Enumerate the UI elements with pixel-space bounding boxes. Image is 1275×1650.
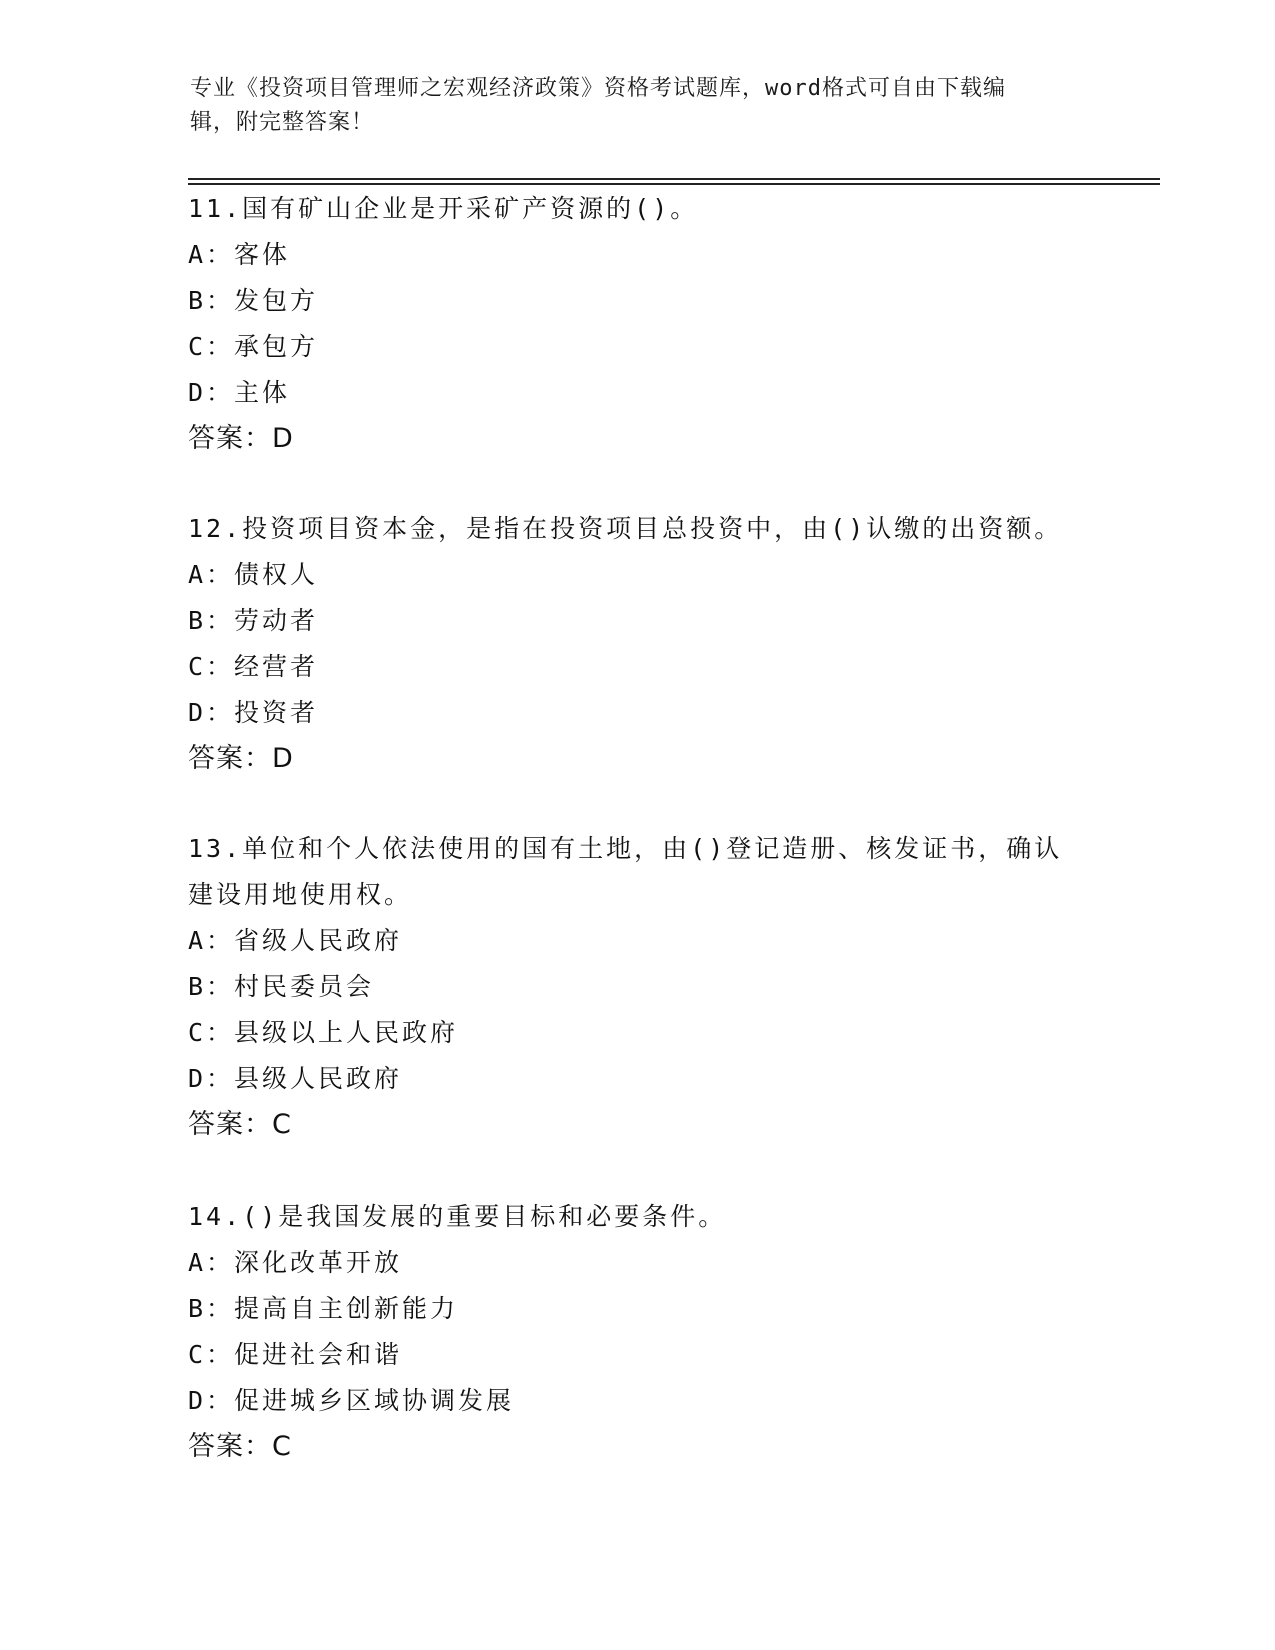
question-stem: 12.投资项目资本金，是指在投资项目总投资中，由()认缴的出资额。 [188,514,1063,543]
option-b: B：村民委员会 [188,972,375,1001]
question-stem: 14.()是我国发展的重要目标和必要条件。 [188,1202,727,1231]
option-c: C：促进社会和谐 [188,1340,403,1369]
option-b: B：劳动者 [188,606,319,635]
question-11 [188,186,1088,462]
option-d: D：县级人民政府 [188,1064,403,1093]
option-a: A：省级人民政府 [188,926,403,955]
answer: 答案：D [188,423,294,454]
document-header [190,72,1090,140]
answer: 答案：C [188,1109,292,1140]
option-a: A：深化改革开放 [188,1248,403,1277]
header-divider-top [188,178,1160,180]
option-c: C：经营者 [188,652,319,681]
answer: 答案：D [188,743,294,774]
header-line-2: 辑，附完整答案！ [190,110,375,135]
question-14 [188,1194,1088,1470]
option-c: C：承包方 [188,332,319,361]
option-d: D：促进城乡区域协调发展 [188,1386,515,1415]
option-b: B：提高自主创新能力 [188,1294,459,1323]
option-d: D：投资者 [188,698,319,727]
answer: 答案：C [188,1431,292,1462]
option-b: B：发包方 [188,286,319,315]
question-12 [188,506,1088,782]
option-c: C：县级以上人民政府 [188,1018,459,1047]
option-a: A：客体 [188,240,291,269]
question-stem-line-1: 13.单位和个人依法使用的国有土地，由()登记造册、核发证书，确认 [188,834,1063,863]
header-line-1: 专业《投资项目管理师之宏观经济政策》资格考试题库，word格式可自由下载编 [190,76,1006,101]
question-13 [188,826,1088,1148]
question-stem: 11.国有矿山企业是开采矿产资源的()。 [188,194,699,223]
option-d: D：主体 [188,378,291,407]
header-divider-bottom [188,183,1160,185]
question-stem-line-2: 建设用地使用权。 [188,880,413,909]
option-a: A：债权人 [188,560,319,589]
